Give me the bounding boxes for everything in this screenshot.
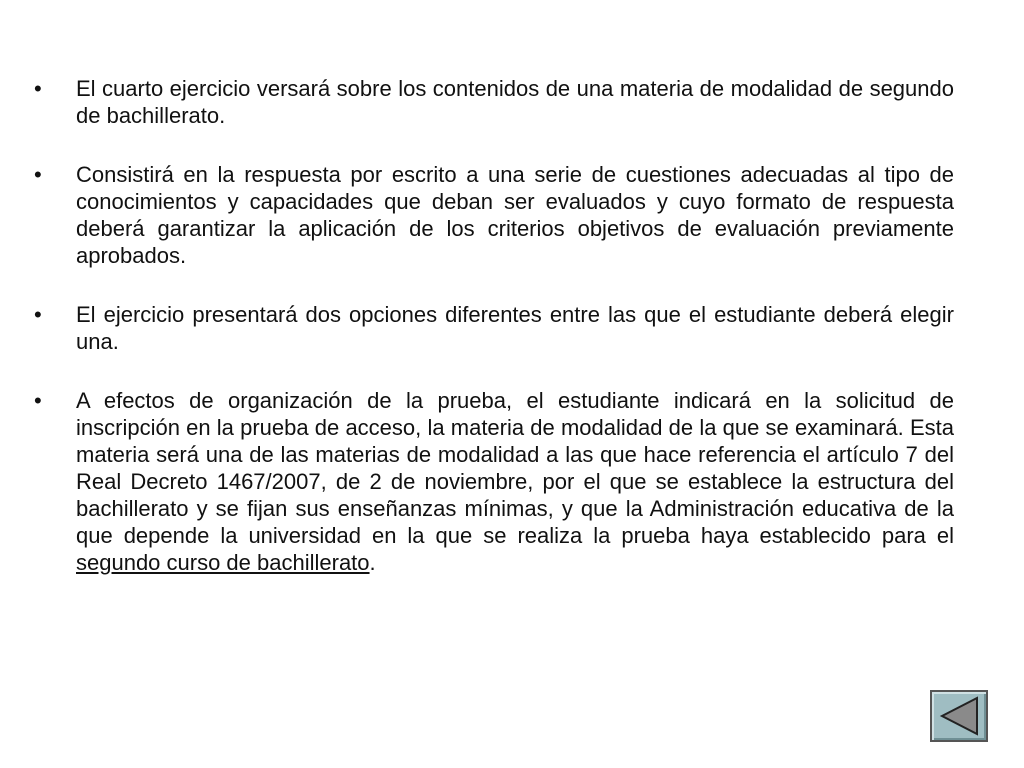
- bullet-text-2: Consistirá en la respuesta por escrito a una serie de cuestiones adecuadas al tipo de conocimientos y capacidades que deban ser evaluados y cuyo formato de respuesta deberá garantizar la aplicación de los criterios objetivos de evaluación previamente aprobados.: [76, 162, 954, 268]
- bullet-marker: •: [34, 388, 42, 413]
- bullet-marker: •: [34, 162, 42, 187]
- bullet-text-1: El cuarto ejercicio versará sobre los contenidos de una materia de modalidad de segundo de bachillerato.: [76, 76, 954, 128]
- bullet-item-2: [28, 161, 954, 269]
- bullet-text-4: [76, 387, 954, 576]
- bullet-marker: •: [34, 302, 42, 327]
- bullet-item-3: [28, 301, 954, 355]
- bullet-list: [28, 75, 954, 608]
- back-button[interactable]: [930, 690, 988, 742]
- bullet-text-4-body: A efectos de organización de la prueba, el estudiante indicará en la solicitud de inscripción en la prueba de acceso, la materia de modalidad de la que se examinará. Esta materia será una de las materias de modalidad a las que hace referencia el artículo 7 del Real Decreto 1467/2007, de 2 de noviembre, por el que se establece la estructura del bachillerato y se fijan sus enseñanzas mínimas, y que la Administración educativa de la que depende la universidad en la que se realiza la prueba haya establecido para el: [76, 388, 954, 548]
- bullet-marker: •: [34, 76, 42, 101]
- bullet-text-3: El ejercicio presentará dos opciones diferentes entre las que el estudiante deberá elegir una.: [76, 302, 954, 354]
- segundo-curso-link[interactable]: segundo curso de bachillerato: [76, 550, 370, 575]
- triangle-left-icon: [932, 692, 986, 740]
- bullet-item-1: [28, 75, 954, 129]
- bullet-text-4-suffix: .: [369, 550, 376, 575]
- bullet-item-4: [28, 387, 954, 576]
